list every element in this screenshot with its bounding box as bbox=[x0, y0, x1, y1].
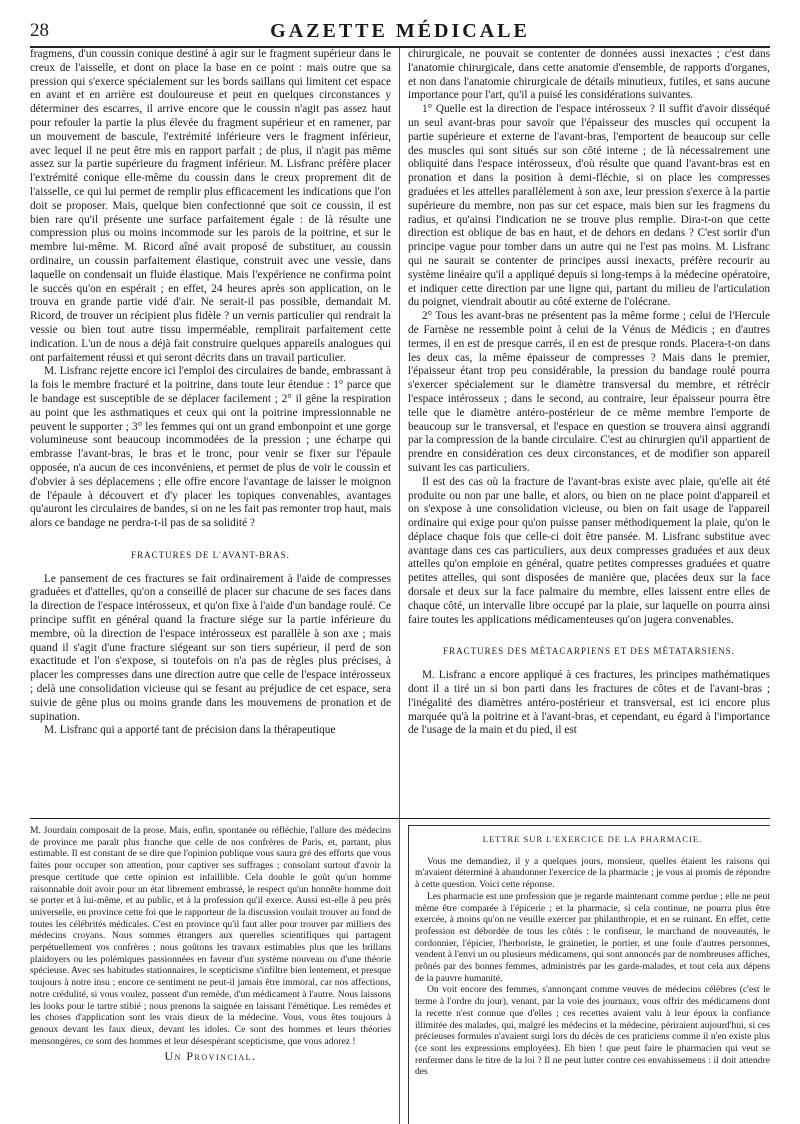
article-paragraph: 1° Quelle est la direction de l'espace intérosseux ? Il suffit d'avoir disséqué un seul avant-bras pour savoir que l'épaisseur des muscles qui occupent la partie supérieure et externe de l'avant-bras, l'emportent de beaucoup sur celle des muscles qui sont situés sur son côté interne ; de là nécessairement une obliquité dans l'espace intérosseux, d'où résulte que quand l'avant-bras est en pronation et dans la position à demi-fléchie, si on place les compresses graduées et les attelles parallèlement à son axe, leur pression s'exerce à la partie supérieure du membre, non pas sur cet espace, mais bien sur les fragmens du radius, et qu'ainsi l'indication ne se trouve plus remplie. Dira-t-on que cette direction est oblique de bas en haut, et de dehors en dedans ? C'est sortir d'un principe vague pour tomber dans un autre qui ne l'est pas moins. M. Lisfranc qui ne saurait se contenter de principes aussi inexacts, préfère recourir au système linéaire qu'il a appliqué depuis si long-temps à la médecine opératoire, et indiquer cette direction par une ligne qui, partant du milieu de l'articulation du poignet, viendrait aboutir au côté externe de l'olécrane. bbox=[408, 103, 770, 309]
letter-box bbox=[408, 825, 770, 1124]
main-article bbox=[30, 48, 770, 819]
article-paragraph: M. Lisfranc rejette encore ici l'emploi des circulaires de bande, embrassant à la fois le membre fracturé et la poitrine, dans toute leur étendue : 1° parce que le bandage est susceptible de se déplacer facilement ; 2° il gêne la respiration au point que les asthmatiques et ceux qui ont la poitrine impressionnable ne peuvent le supporter ; 3° les femmes qui ont un grand embonpoint et une gorge volumineuse sont beaucoup incommodées de la pression ; une écharpe qui embrasse l'avant-bras, le bras et le tronc, pour venir se fixer sur l'épaule opposée, n'a aucun de ces inconvéniens, et permet de plus de voir le coussin et d'obvier à ses déplacemens ; elle offre encore l'avantage de laisser le moignon de l'épaule à découvert et d'y placer les topiques convenables, avantages qu'auront les circulaires de bandes, si on ne les fait pas remonter trop haut, mais alors ce bandage ne perdra-t-il pas de sa solidité ? bbox=[30, 365, 391, 530]
article-paragraph: Il est des cas où la fracture de l'avant-bras existe avec plaie, qu'elle ait été produite ou non par une balle, et alors, ou bien on ne place point d'appareil et on s'expose à une consolidation vicieuse, ou bien on fait usage de l'appareil ordinaire qui exige pour qu'on puisse panser méthodiquement la plaie, qu'on le déplace chaque fois que celle-ci doit être pansée. M. Lisfranc substitue avec avantage dans ces cas particuliers, aux deux compresses graduées et aux deux attelles qu'on emploie en général, quatre petites compresses graduées et quatre petites attelles, qui sont disposées de manière que, placées deux sur la face dorsale et deux sur la face palmaire du membre, elles laissent entre elles de chaque côté, un intervalle libre occupé par la plaie, sur laquelle on pourra ainsi faire toutes les applications médicamenteuses qu'on jugera convenables. bbox=[408, 475, 770, 626]
feuilleton bbox=[30, 819, 400, 1124]
article-paragraph: M. Lisfranc a encore appliqué à ces fractures, les principes mathématiques dont il a tiré un si bon parti dans les fractures de côtes et de l'avant-bras ; l'inégalité des diamètres antéro-postérieur et transversal, est ici encore plus marquée qu'à la poitrine et à l'avant-bras, et cependant, eu égard à l'importance de l'usage de la main et du pied, il est bbox=[408, 669, 770, 737]
article-paragraph: M. Lisfranc qui a apporté tant de précision dans la thérapeutique bbox=[44, 724, 336, 737]
letter-title: LETTRE SUR L'EXERCICE DE LA PHARMACIE. bbox=[482, 834, 703, 844]
section-heading: FRACTURES DES MÉTACARPIENS ET DES MÉTATARSIENS. bbox=[443, 646, 735, 657]
journal-title: GAZETTE MÉDICALE bbox=[270, 20, 530, 42]
feuilleton-text: M. Jourdain composait de la prose. Mais, enfin, spontanée ou réfléchie, l'allure des médecins de province me paraît plus franche que celle de nos confrères de Paris, et, partant, plus estimable. Il est constant de se dire que l'opinion publique vous saura gré des efforts que vous faites pour occuper son attention, pour captiver ses suffrages ; consolant surtout d'avoir la presque certitude que cette opinion est infaillible. Cela double le goût qu'un homme raisonnable doit avoir pour un état librement embrassé, le respect qu'un honnête homme doit se porter et à lui-même, et au public, et à la profession qu'il exerce. Aussi est-elle à peu près universelle, en province cette foi que le rapporteur de la discussion voulait trouver au fond de toutes les célébrités médicales. C'est en province qu'il faut aller pour trouver par milliers des médecins croyans. Nous sommes étrangers aux querelles scientifiques qui partagent perpétuellement vos confrères ; nous goûtons les travaux estimables plus que les brillans plaidoyers ou les polémiques passionnées en faveur d'un système nouveau ou d'une théorie spécieuse. Avec ses habitudes stationnaires, le scepticisme s'infiltre bien lentement, et presque toujours à notre insu ; encore ce sentiment ne peut-il jamais être immoral, car nos affections, notre crédulité, si vous voulez, passent d'un remède, d'un médicament à l'autre. Nous laissons les looks pour le tartre stibié ; nous prenons la saignée en laissant l'émétique. Les remèdes et les choses d'application sont les vrais dieux de la médecine. Vous, vous êtes toujours à genoux devant les faux dieux, devant les idoles. Ce sont des hommes et leurs théories mensongères, ce sont des hommes et leur désespérant scepticisme, que vous adorez ! bbox=[30, 825, 391, 1047]
pharmacy-letter bbox=[400, 819, 770, 1124]
article-paragraph: Le pansement de ces fractures se fait ordinairement à l'aide de compresses graduées et d'attelles, qu'on a conseillé de placer sur chacune de ses faces dans la direction de l'espace intérosseux, et qu'on fixe à l'aide d'un bandage roulé. Ce principe suffit en général quand la fracture siége sur la partie inférieure du membre, où la direction de l'espace intérosseux est parallèle à son axe ; mais quand il s'agit d'une fracture siégeant sur son tiers supérieur, il perd de son exactitude et l'on s'expose, si toutefois on n'a pas de règles plus précises, à placer les compresses dans une direction autre que celle de l'espace intérosseux ; delà une consolidation vicieuse qui se fesant au préjudice de cet espace, sera suivie de gêne plus ou moins grande dans les mouvemens de pronation et de supination. bbox=[30, 572, 391, 723]
page-number: 28 bbox=[30, 20, 49, 41]
lower-section bbox=[30, 819, 770, 1124]
letter-paragraph: Vous me demandiez, il y a quelques jours, monsieur, quelles étaient les raisons qui m'avaient déterminé à abandonner l'exercice de la pharmacie ; je vous ai promis de répondre à cette question. Voici cette réponse. bbox=[415, 855, 770, 891]
letter-paragraph: Les pharmacie est une profession que je regarde maintenant comme perdue ; elle ne peut même être comparée à l'épicerie ; et la pharmacie, si cela continue, ne pourra plus être exercée, à moins qu'on ne veuille exercer par philanthropie, et en se ruinant. En effet, cette profession est débordée de tous les côtés : le confiseur, le marchand de nouveautés, le cordonnier, l'épicier, l'herboriste, le grainetier, le portier, et une foule d'autres personnes, vendent à l'envi un ou plusieurs médicamens, qui sont annoncés par de nombreuses affiches, prônés par des bonnes femmes, administrés par les garde-malades, et tout cela aux dépens de la pauvre humanité. bbox=[415, 890, 770, 984]
masthead bbox=[30, 18, 770, 48]
signature: Un Provincial. bbox=[164, 1049, 257, 1064]
article-paragraph: 2° Tous les avant-bras ne présentent pas la même forme ; celui de l'Hercule de Farnèse ne ressemble point à celui de la Vénus de Médicis ; en d'autres termes, il en est de presque carrés, il en est de presque ronds. Placera-t-on dans les deux cas, la même épaisseur de compresses ? Mais dans le premier, l'épaisseur étant trop peu considérable, la pression du bandage roulé pourra s'exercer spécialement sur le diamètre transversal du membre, et rétrécir l'espace intérosseux ; dans le second, au contraire, leur épaisseur pourra être telle que le diamètre antéro-postérieur de ce même membre l'emporte de beaucoup sur le transversal, et l'espace en question se trouvera ainsi aggrandi par la compression de la bande circulaire. C'est au chirurgien qu'il appartient de prendre en considération ces deux circonstances, et de modifier son appareil suivant les cas particuliers. bbox=[408, 310, 770, 474]
section-heading: FRACTURES DE L'AVANT-BRAS. bbox=[131, 549, 290, 560]
article-paragraph: fragmens, d'un coussin conique destiné à agir sur le fragment supérieur dans le creux de l'aisselle, et dont on place la base en ce point : mais outre que sa pression qui s'exerce spécialement sur les bords saillans qui limitent cet espace en avant et en arrière est douloureuse et peut en quelques circonstances y déterminer des escarres, il arrive encore que le coussin n'agit pas assez haut pour refouler la partie la plus élevée du fragment supérieur et en ramener, par un mouvement de bascule, l'extrémité inférieure vers le fragment inférieur, avec lequel il ne peut être mis en rapport parfait ; de plus, il n'agit pas même assez sur la partie supérieure du fragment inférieur. M. Lisfranc préfère placer l'extrémité conique elle-même du coussin dans le creux proprement dit de l'aisselle, ce qui lui permet de remplir plus efficacement les indications que l'on doit se proposer. Mais, quelque bien confectionné que soit ce coussin, il est bien rare qu'il présente une surface parfaitement égale : de là résulte une compression plus ou moins incommode sur les parois de la poitrine, et sur le membre lui-même. M. Ricord aîné avait proposé de substituer, au coussin ordinaire, un coussin parfaitement élastique, construit avec une vessie, dans laquelle on condensait un fluide élastique. Mais l'expérience ne confirma point le succès qu'on en espérait ; en effet, 24 heures après son application, on le trouva en grande partie vidé d'air. Ne serait-il pas possible, demandait M. Ricord, de trouver un récipient plus fidèle ? un vernis particulier qui rendrait la vessie ou bien tout autre tissu imperméable, remplirait parfaitement cette indication. L'un de nous a déjà fait construire quelques appareils analogues qui ont parfaitement réussi et qui seront décrits dans un travail particulier. bbox=[30, 48, 391, 364]
left-column bbox=[30, 48, 400, 818]
right-column bbox=[400, 48, 770, 818]
letter-paragraph: On voit encore des femmes, s'annonçant comme veuves de médecins célèbres (c'est le terme à l'ordre du jour), venant, par la voie des journaux, vous offrir des médicamens dont la recette n'est connue que d'elles ; ces recettes avaient valu à leur époux la confiance illimitée des malades, qui, malgré les médecins et la médecine, périraient aujourd'hui, si ces précieuses formules n'avaient surgi lors du décès de ces praticiens comme il n'en existe plus (ce sont les expressions employées). Eh bien ! que peut faire le pharmacien qui veut se renfermer dans le titre de la loi ? Il ne peut lutter contre ces envahissemens : il doit attendre des bbox=[415, 984, 770, 1078]
article-paragraph: chirurgicale, ne pouvait se contenter de données aussi inexactes ; c'est dans l'anatomie chirurgicale, dans cette anatomie d'ensemble, de rapports d'organes, et non dans l'anatomie chirurgicale de détails minutieux, futiles, et sans aucune importance pour l'art, qu'il a puisé les considérations suivantes. bbox=[408, 48, 770, 102]
